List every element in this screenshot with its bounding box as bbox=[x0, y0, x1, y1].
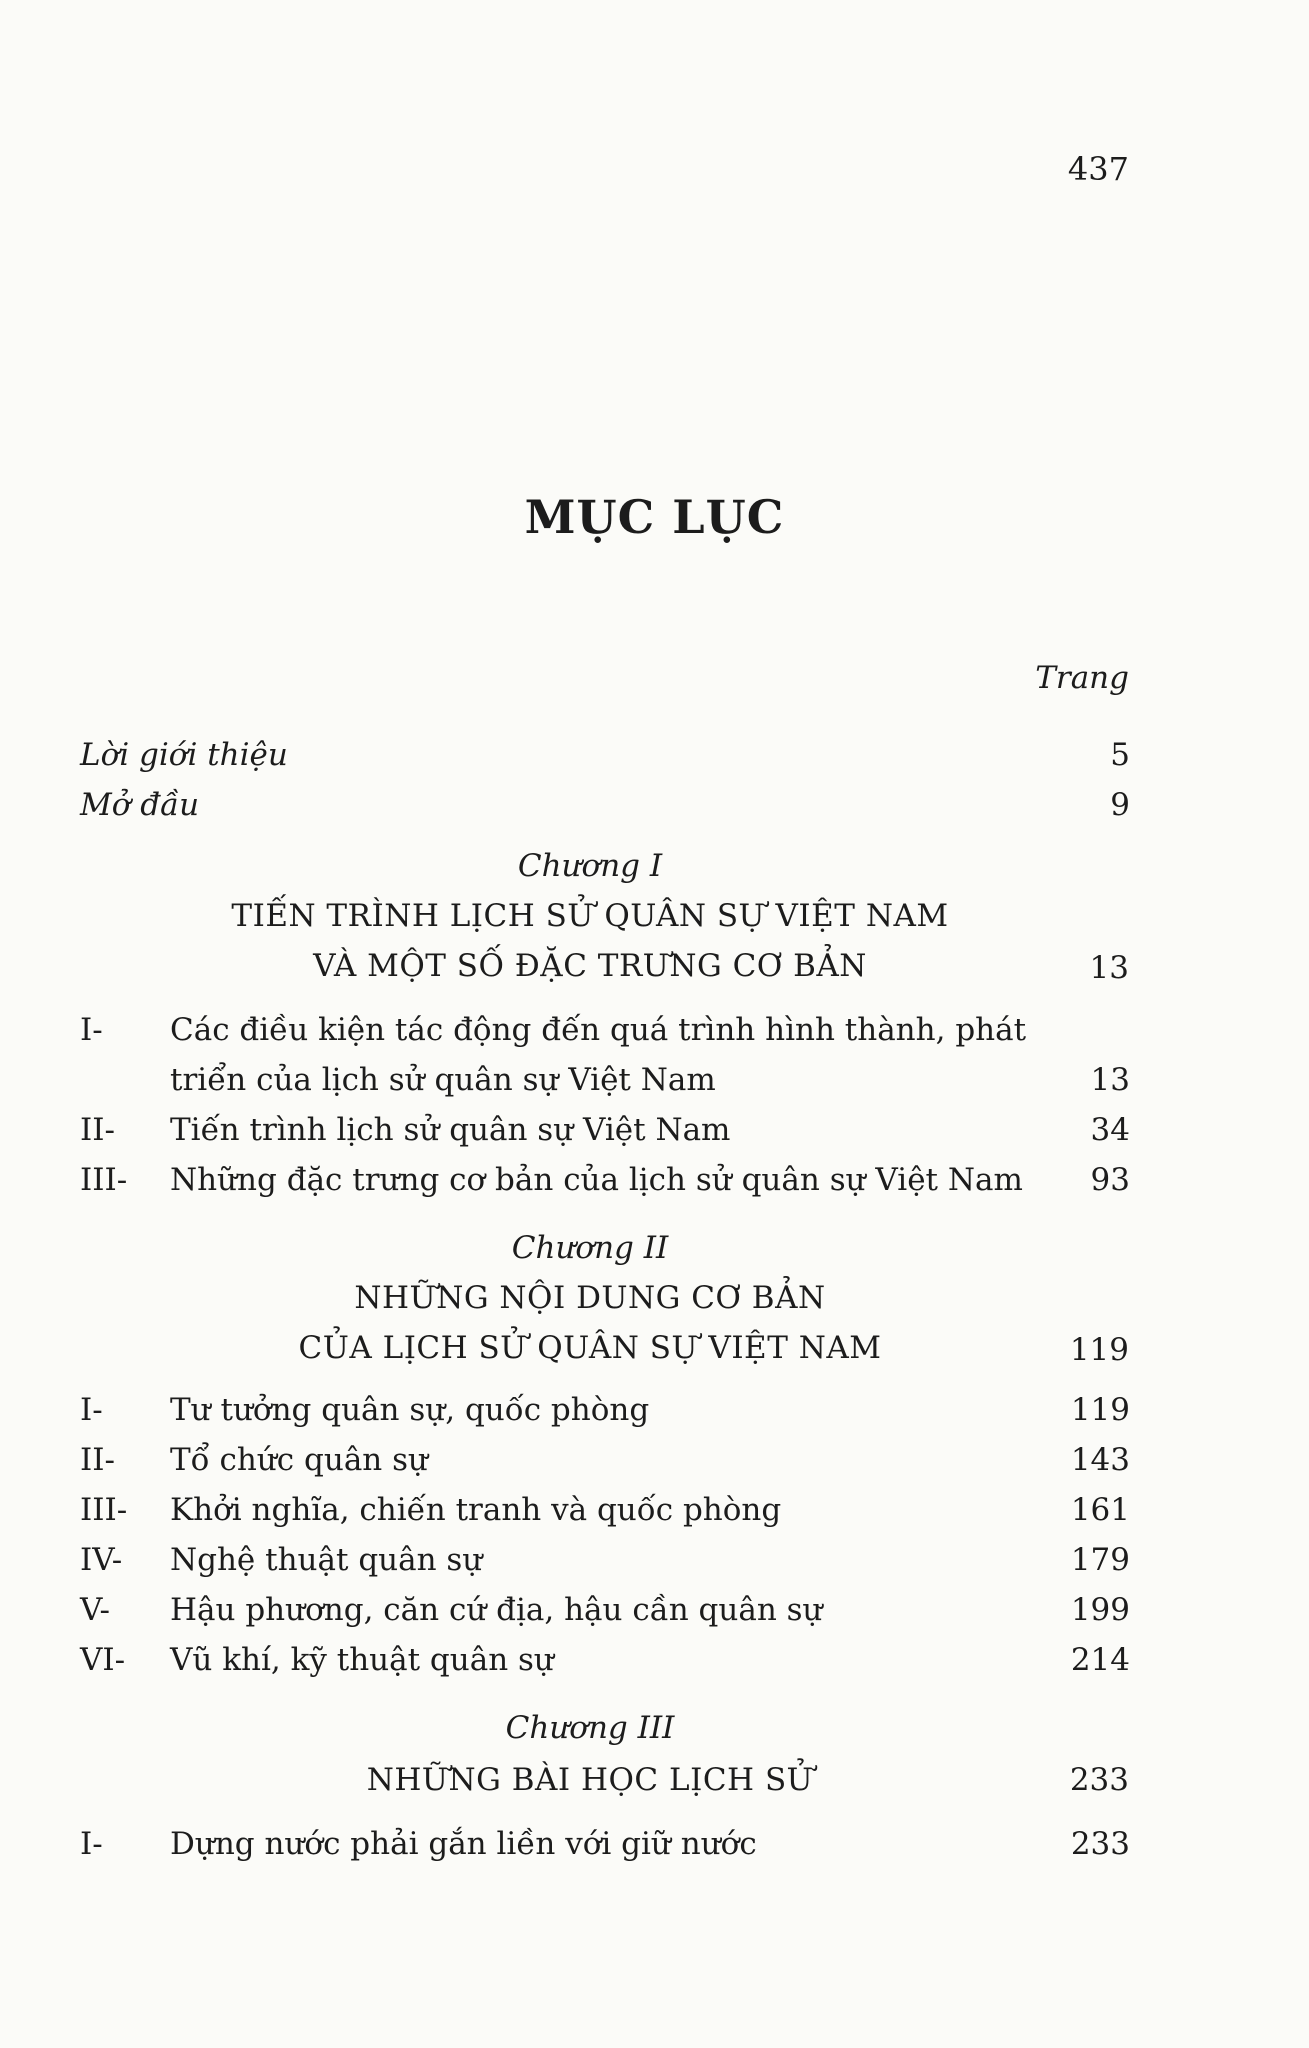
page-column-label: Trang bbox=[1035, 660, 1129, 696]
chapter-label: Chương III bbox=[505, 1710, 675, 1746]
chapter-title-line: VÀ MỘT SỐ ĐẶC TRƯNG CƠ BẢN bbox=[313, 948, 867, 984]
toc-item-text: Hậu phương, căn cứ địa, hậu cần quân sự bbox=[170, 1592, 823, 1628]
toc-item-page: 199 bbox=[1070, 1592, 1130, 1628]
toc-front-entry bbox=[80, 785, 1130, 825]
toc-item-page: 161 bbox=[1070, 1492, 1130, 1528]
toc-item-text: Những đặc trưng cơ bản của lịch sử quân sự Việt Nam bbox=[170, 1162, 1023, 1198]
toc-item-page: 13 bbox=[1090, 1062, 1130, 1098]
toc-item-page: 143 bbox=[1070, 1442, 1130, 1478]
toc-item-page: 93 bbox=[1090, 1162, 1130, 1198]
toc-item-number: I- bbox=[80, 1012, 103, 1048]
toc-item-text: Nghệ thuật quân sự bbox=[170, 1542, 483, 1578]
toc-item-continuation bbox=[80, 1060, 1130, 1100]
toc-item bbox=[80, 1490, 1130, 1530]
toc-item-number: III- bbox=[80, 1492, 128, 1528]
toc-item-number: III- bbox=[80, 1162, 128, 1198]
toc-item-text: Tổ chức quân sự bbox=[170, 1442, 428, 1478]
chapter-title-line: NHỮNG NỘI DUNG CƠ BẢN bbox=[354, 1280, 826, 1316]
toc-item bbox=[80, 1110, 1130, 1150]
toc-item-text: triển của lịch sử quân sự Việt Nam bbox=[170, 1062, 716, 1098]
chapter-page: 13 bbox=[1089, 950, 1129, 986]
chapter-title-line: NHỮNG BÀI HỌC LỊCH SỬ bbox=[366, 1762, 814, 1798]
toc-item-number: VI- bbox=[80, 1642, 126, 1678]
chapter-label: Chương II bbox=[511, 1230, 669, 1266]
toc-entry-text: Lời giới thiệu bbox=[80, 737, 288, 773]
page-number: 437 bbox=[1067, 150, 1129, 188]
toc-item-number: II- bbox=[80, 1442, 115, 1478]
toc-item bbox=[80, 1824, 1130, 1864]
toc-item bbox=[80, 1640, 1130, 1680]
toc-item bbox=[80, 1390, 1130, 1430]
toc-item bbox=[80, 1010, 1130, 1050]
toc-item bbox=[80, 1160, 1130, 1200]
toc-item-page: 34 bbox=[1090, 1112, 1130, 1148]
toc-item-text: Tư tưởng quân sự, quốc phòng bbox=[170, 1392, 650, 1428]
toc-item-number: II- bbox=[80, 1112, 115, 1148]
toc-entry-text: Mở đầu bbox=[80, 787, 200, 823]
toc-item-number: I- bbox=[80, 1826, 103, 1862]
toc-item-number: IV- bbox=[80, 1542, 123, 1578]
toc-item-page: 233 bbox=[1070, 1826, 1130, 1862]
toc-item-number: I- bbox=[80, 1392, 103, 1428]
toc-entry-page: 5 bbox=[1110, 737, 1130, 773]
toc-item-page: 214 bbox=[1070, 1642, 1130, 1678]
toc-item bbox=[80, 1590, 1130, 1630]
toc-item-page: 119 bbox=[1070, 1392, 1130, 1428]
toc-entry-page: 9 bbox=[1110, 787, 1130, 823]
page-title: MỤC LỤC bbox=[524, 490, 785, 544]
toc-front-entry bbox=[80, 735, 1130, 775]
chapter-page: 233 bbox=[1069, 1762, 1129, 1798]
toc-item-text: Khởi nghĩa, chiến tranh và quốc phòng bbox=[170, 1492, 782, 1528]
chapter-label: Chương I bbox=[517, 848, 663, 884]
toc-item-text: Dựng nước phải gắn liền với giữ nước bbox=[170, 1826, 757, 1862]
toc-item-page: 179 bbox=[1070, 1542, 1130, 1578]
chapter-page: 119 bbox=[1069, 1332, 1129, 1368]
toc-item-number: V- bbox=[80, 1592, 111, 1628]
toc-item bbox=[80, 1440, 1130, 1480]
toc-item-text: Các điều kiện tác động đến quá trình hình thành, phát bbox=[170, 1012, 1027, 1048]
chapter-title-line: CỦA LỊCH SỬ QUÂN SỰ VIỆT NAM bbox=[298, 1330, 882, 1366]
toc-item-text: Tiến trình lịch sử quân sự Việt Nam bbox=[170, 1112, 731, 1148]
toc-item-text: Vũ khí, kỹ thuật quân sự bbox=[170, 1642, 554, 1678]
chapter-title-line: TIẾN TRÌNH LỊCH SỬ QUÂN SỰ VIỆT NAM bbox=[231, 898, 949, 934]
toc-item bbox=[80, 1540, 1130, 1580]
